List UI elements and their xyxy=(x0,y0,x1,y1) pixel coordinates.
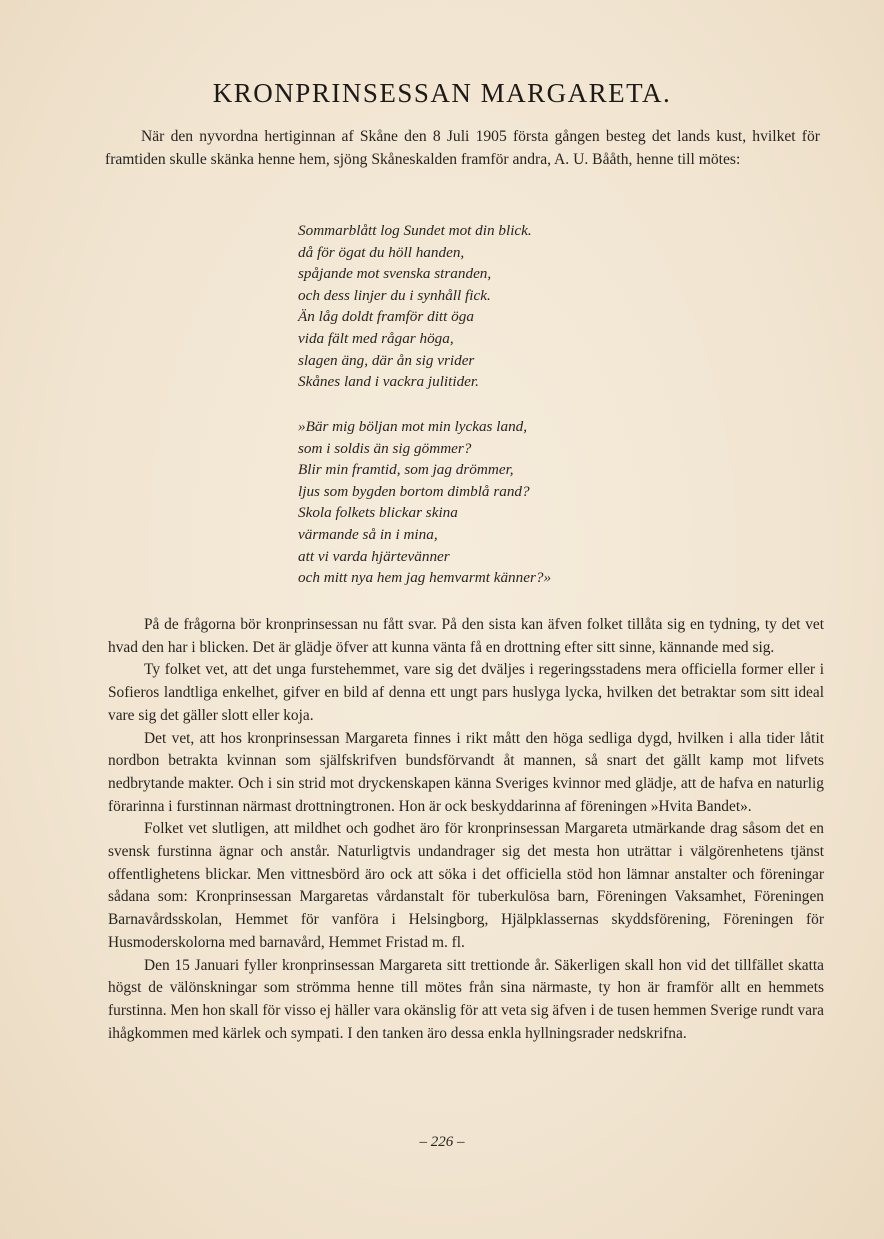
poem-stanza-1 xyxy=(298,220,678,393)
poem-line: värmande så in i mina, xyxy=(298,525,438,543)
article-title: KRONPRINSESSAN MARGARETA. xyxy=(212,78,672,108)
poem-line: Skola folkets blickar skina xyxy=(298,504,458,522)
intro-paragraph: När den nyvordna hertiginnan af Skåne den 8 Juli 1905 första gången besteg det lands kust, hvilket för framtiden skulle skänka henne hem, sjöng Skåneskalden framför andra, A. U. Bååth, henne till mötes: xyxy=(105,128,820,168)
body-paragraph: Den 15 Januari fyller kronprinsessan Margareta sitt trettionde år. Säkerligen skall hon vid det tillfället skatta högst de välönskningar som strömma henne till mötes från sina närmaste, ty hon är framför allt en hemmets furstinna. Men hon skall för visso ej häller vara okänslig för att veta sig äfven i de tusen hemmen Sverige rundt vara ihågkommen med kärlek och sympati. I den tanken äro dessa enkla hyllningsrader nedskrifna. xyxy=(108,956,824,1042)
poem-line: att vi varda hjärtevänner xyxy=(298,547,450,565)
poem-line: som i soldis än sig gömmer? xyxy=(298,439,472,457)
poem-line: Blir min framtid, som jag drömmer, xyxy=(298,461,514,479)
body-paragraph: Folket vet slutligen, att mildhet och godhet äro för kronprinsessan Margareta utmärkande drag såsom det en svensk furstinna ägnar och anstår. Naturligtvis undandrager sig det mesta hon uträttar i välgörenhetens tjänst offentlighetens blickar. Men vittnesbörd äro ock att söka i det officiella stöd hon lämnar anstalter och föreningar sådana som: Kronprinsessan Margaretas vårdanstalt för tuberkulösa barn, Föreningen Vaksamhet, Föreningen Barnavårdsskolan, Hemmet för vanföra i Helsingborg, Hjälpklassernas skyddsförening, Föreningen för Husmoderskolorna med barnavård, Hemmet Fristad m. fl. xyxy=(108,820,824,951)
poem-line: Sommarblått log Sundet mot din blick. xyxy=(298,222,532,239)
body-paragraph: Det vet, att hos kronprinsessan Margareta finnes i rikt mått den höga sedliga dygd, hvilken i alla tider låtit nordbon betrakta kvinnan som själfskrifven bundsförvandt åt mannen, så snart det gällt kamp mot lifvets nedbrytande makter. Och i sin strid mot dryckenskapen känna Sveriges kvinnor med glädje, att de hafva en naturlig förarinna i furstinnan närmast drottningtronen. Hon är ock beskyddarinna af föreningen »Hvita Bandet». xyxy=(108,729,824,815)
poem-stanza-2 xyxy=(298,416,678,589)
poem-line: slagen äng, där ån sig vrider xyxy=(298,351,475,369)
body-paragraph: På de frågorna bör kronprinsessan nu fått svar. På den sista kan äfven folket tillåta sig en tydning, ty det vet hvad den har i blicken. Det är glädje öfver att kunna vänta få en drottning efter sitt sinne, kännande med sig. xyxy=(108,616,824,656)
poem-line: ljus som bygden bortom dimblå rand? xyxy=(298,482,530,500)
poem-line: då för ögat du höll handen, xyxy=(298,243,465,261)
poem-line: Skånes land i vackra julitider. xyxy=(298,373,479,391)
page-number: – 226 – xyxy=(419,1134,465,1150)
poem-line: spåjande mot svenska stranden, xyxy=(298,265,492,283)
poem-line: och dess linjer du i synhåll fick. xyxy=(298,286,491,304)
poem-line: »Bär mig böljan mot min lyckas land, xyxy=(298,418,528,435)
body-paragraph: Ty folket vet, att det unga furstehemmet, vare sig det dväljes i regeringsstadens mera officiella former eller i Sofieros landtliga enkelhet, gifver en bild af denna ett ungt pars huslyga lycka, hvilken det betraktar som sitt ideal vare sig det gäller slott eller koja. xyxy=(108,661,824,724)
poem-line: och mitt nya hem jag hemvarmt känner?» xyxy=(298,569,552,587)
poem-line: Än låg doldt framför ditt öga xyxy=(298,308,474,326)
poem-line: vida fält med rågar höga, xyxy=(298,329,454,347)
article-body xyxy=(108,614,824,1045)
